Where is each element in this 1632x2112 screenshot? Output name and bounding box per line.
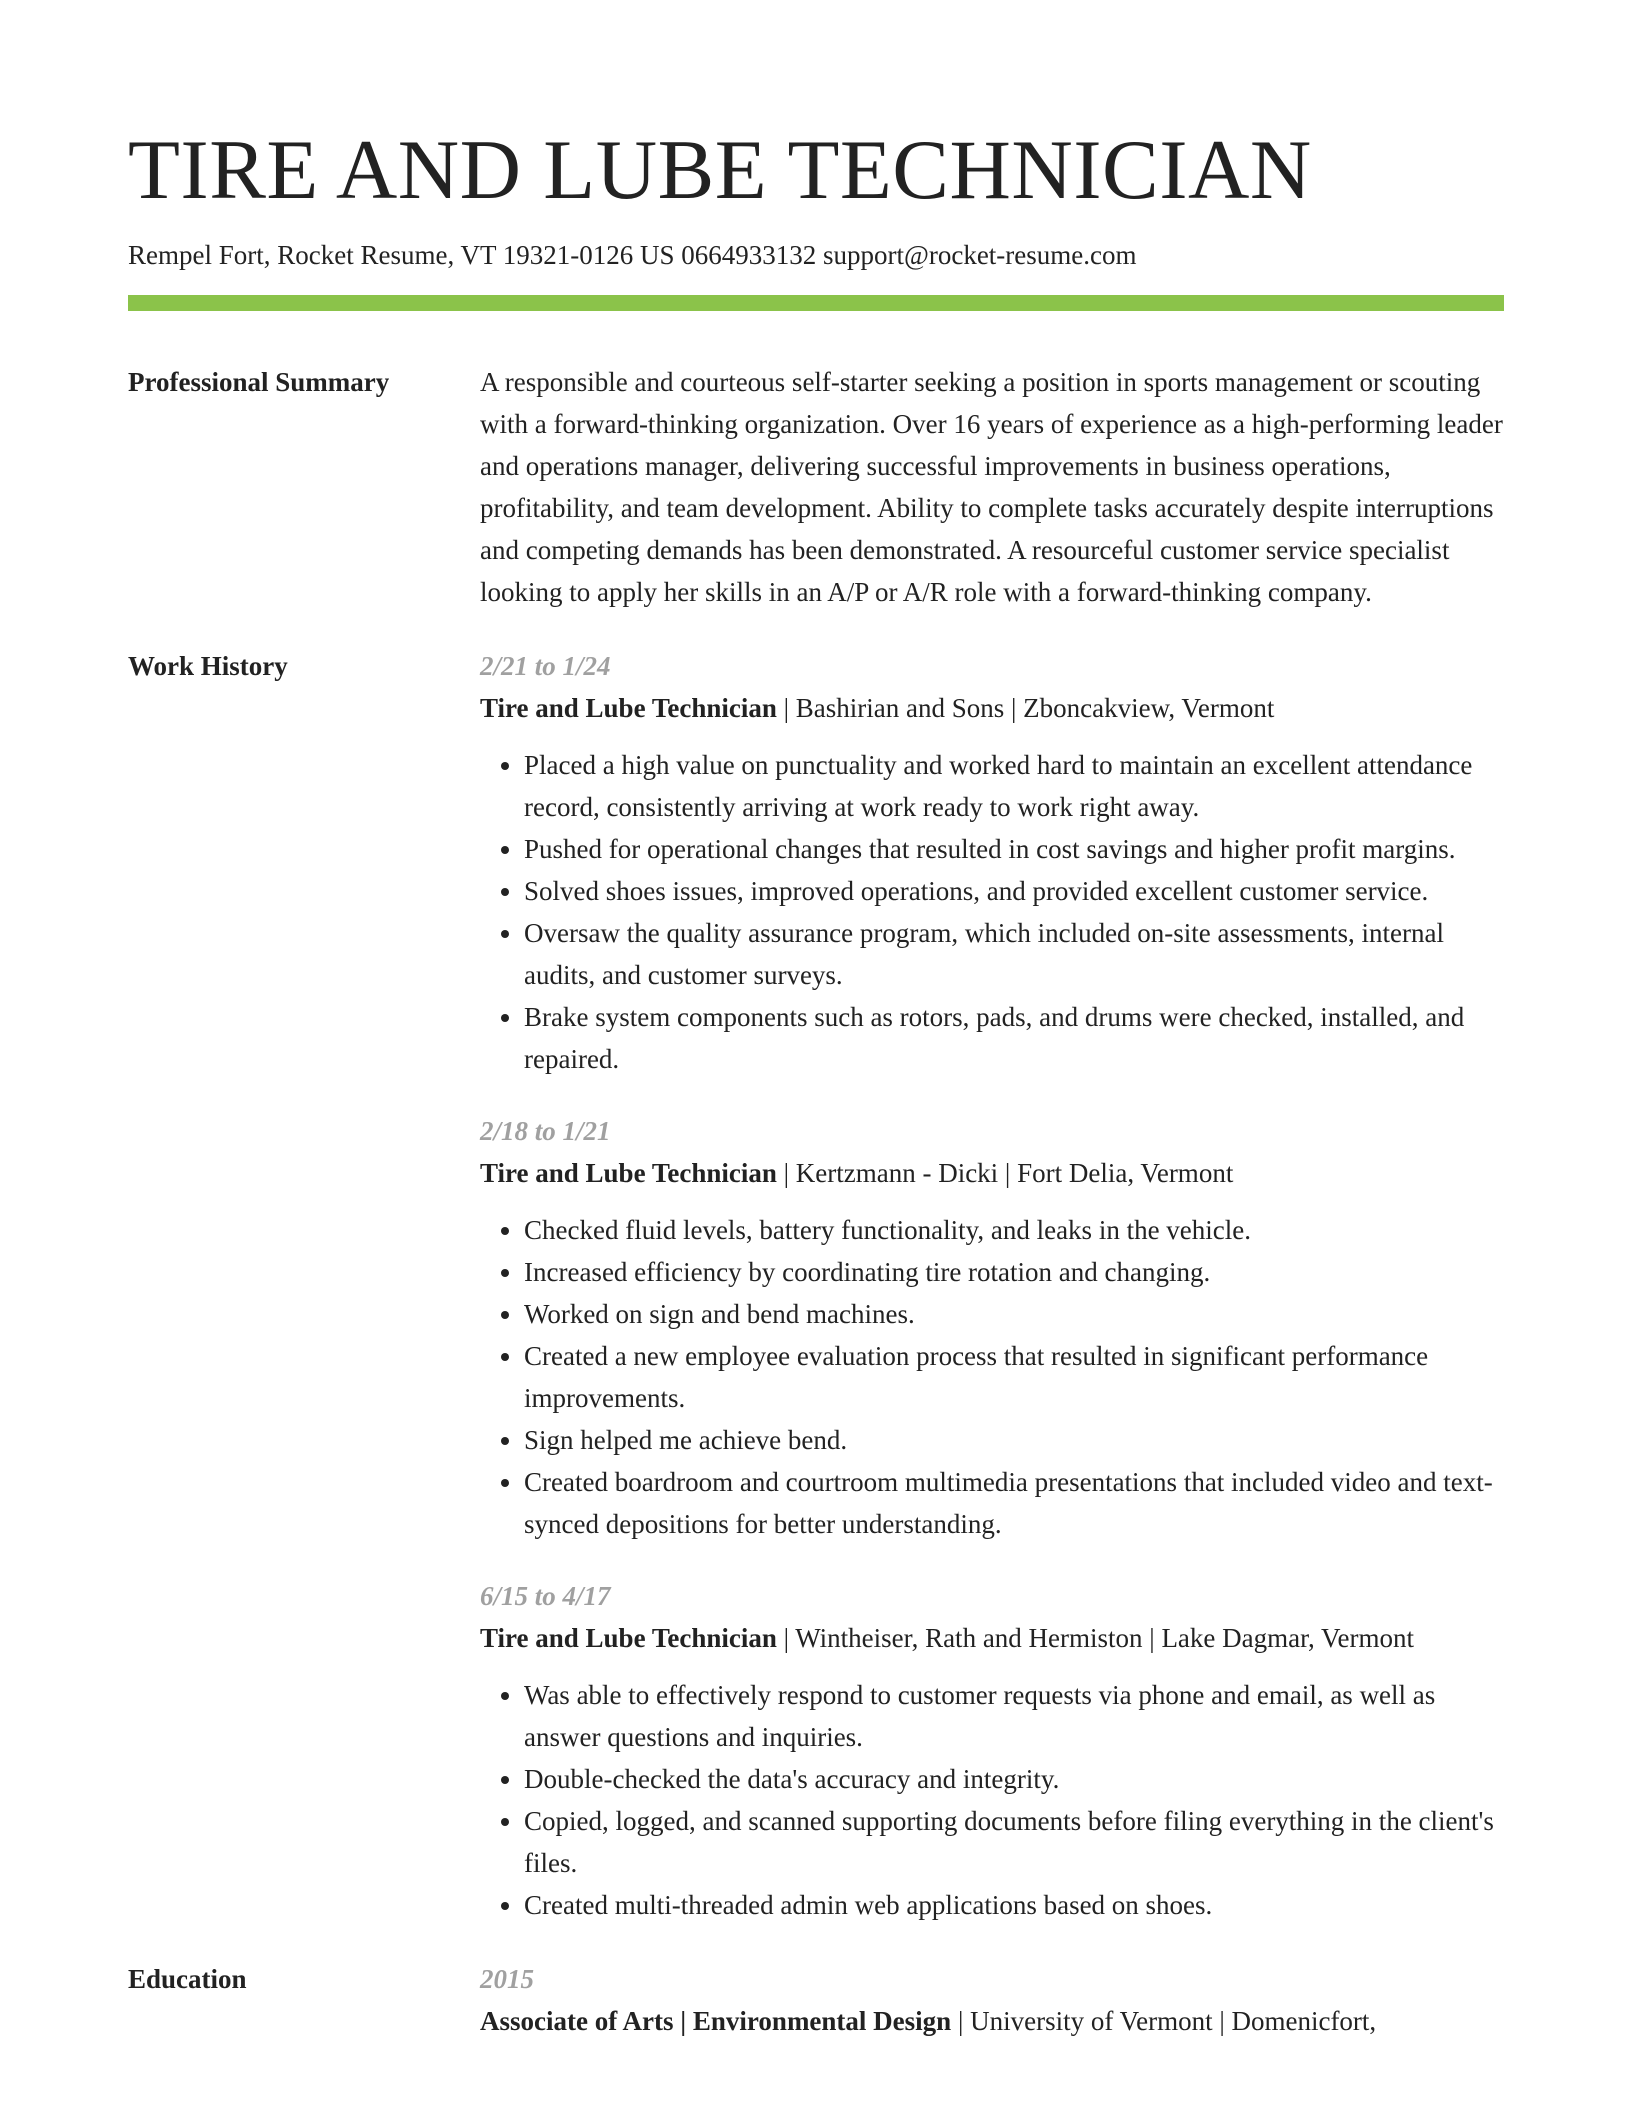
job-bullet: • Copied, logged, and scanned supporting documents before filing everything in the client's files. <box>524 1800 1504 1884</box>
summary-section <box>128 361 1504 613</box>
job-bullet: • Created boardroom and courtroom multimedia presentations that included video and text-synced depositions for better understanding. <box>524 1461 1504 1545</box>
job-bullet: • Pushed for operational changes that resulted in cost savings and higher profit margins. <box>524 828 1504 870</box>
job-dates: 2/18 to 1/21 <box>480 1115 611 1146</box>
job-bullet: • Was able to effectively respond to customer requests via phone and email, as well as answer questions and inquiries. <box>524 1674 1504 1758</box>
job-title: Tire and Lube Technician <box>480 1157 777 1188</box>
education-body <box>480 1958 1504 2042</box>
work-history-body <box>480 645 1504 1926</box>
resume-title: TIRE AND LUBE TECHNICIAN <box>128 123 1312 217</box>
job-bullet: • Placed a high value on punctuality and worked hard to maintain an excellent attendance record, consistently arriving at work ready to work right away. <box>524 744 1504 828</box>
job-bullet: • Created multi-threaded admin web applications based on shoes. <box>524 1884 1504 1926</box>
job-entry <box>480 1110 1504 1545</box>
job-details: | Kertzmann - Dicki | Fort Delia, Vermont <box>776 1157 1234 1188</box>
job-details: | Wintheiser, Rath and Hermiston | Lake Dagmar, Vermont <box>776 1622 1415 1653</box>
job-dates: 6/15 to 4/17 <box>480 1580 611 1611</box>
job-heading <box>480 1617 1504 1659</box>
job-bullet-list <box>480 1209 1504 1545</box>
job-bullet: • Oversaw the quality assurance program, which included on-site assessments, internal audits, and customer surveys. <box>524 912 1504 996</box>
job-bullet: • Double-checked the data's accuracy and integrity. <box>524 1758 1504 1800</box>
job-entry <box>480 645 1504 1080</box>
job-bullet: • Sign helped me achieve bend. <box>524 1419 1504 1461</box>
education-section <box>128 1958 1504 2042</box>
work-history-section <box>128 645 1504 1926</box>
job-bullet: • Checked fluid levels, battery functionality, and leaks in the vehicle. <box>524 1209 1504 1251</box>
job-title: Tire and Lube Technician <box>480 692 777 723</box>
contact-address: Rempel Fort, Rocket Resume, VT 19321-0126 US <box>128 239 675 270</box>
education-details: | University of Vermont | Domenicfort, <box>951 2005 1377 2036</box>
education-year: 2015 <box>480 1963 534 1994</box>
job-title: Tire and Lube Technician <box>480 1622 777 1653</box>
summary-text: A responsible and courteous self-starter seeking a position in sports management or scouting with a forward-thinking organization. Over 16 years of experience as a high-performing leader and operations manager, delivering successful improvements in business operations, profitability, and team development. Ability to complete tasks accurately despite interruptions and competing demands has been demonstrated. A resourceful customer service specialist looking to apply her skills in an A/P or A/R role with a forward-thinking company. <box>480 366 1503 607</box>
education-line <box>480 2000 1504 2042</box>
education-degree: Associate of Arts | Environmental Design <box>480 2005 952 2036</box>
job-heading <box>480 687 1504 729</box>
job-details: | Bashirian and Sons | Zboncakview, Vermont <box>776 692 1275 723</box>
contact-email: support@rocket-resume.com <box>822 239 1137 270</box>
job-heading <box>480 1152 1504 1194</box>
job-bullet: • Brake system components such as rotors, pads, and drums were checked, installed, and repaired. <box>524 996 1504 1080</box>
work-history-label: Work History <box>128 650 288 681</box>
job-bullet: • Increased efficiency by coordinating tire rotation and changing. <box>524 1251 1504 1293</box>
contact-line <box>128 238 1504 273</box>
education-label: Education <box>128 1963 247 1994</box>
summary-body <box>480 361 1504 613</box>
header-divider <box>128 295 1504 311</box>
job-dates: 2/21 to 1/24 <box>480 650 611 681</box>
job-bullet-list <box>480 1674 1504 1926</box>
job-bullet: • Worked on sign and bend machines. <box>524 1293 1504 1335</box>
job-bullet: • Created a new employee evaluation process that resulted in significant performance improvements. <box>524 1335 1504 1419</box>
job-entry <box>480 1575 1504 1926</box>
job-bullet: • Solved shoes issues, improved operations, and provided excellent customer service. <box>524 870 1504 912</box>
job-bullet-list <box>480 744 1504 1080</box>
summary-label: Professional Summary <box>128 366 390 397</box>
contact-phone: 0664933132 <box>681 239 817 270</box>
